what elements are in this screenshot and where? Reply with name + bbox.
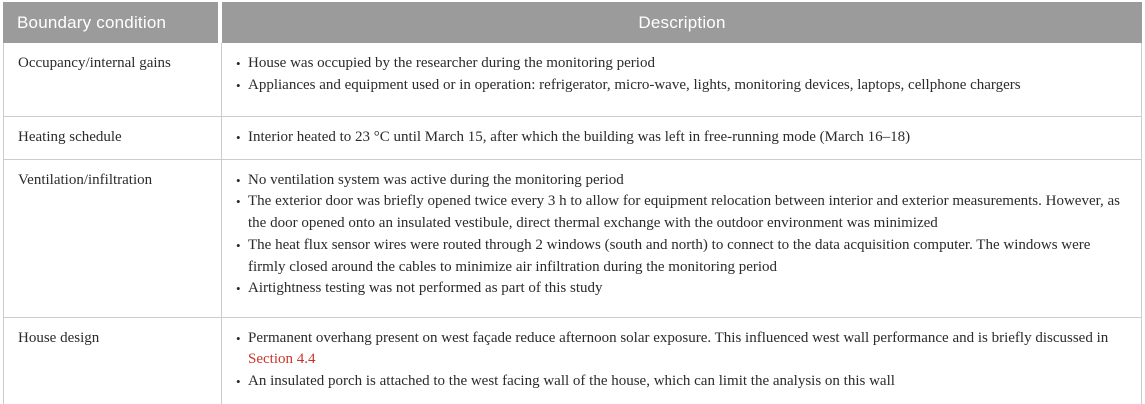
table-row <box>4 160 1141 318</box>
column-header-boundary-condition: Boundary condition <box>3 2 218 43</box>
column-header-description: Description <box>222 2 1142 43</box>
description-cell <box>222 160 1141 317</box>
description-cell <box>222 43 1141 116</box>
bullet-item: • Appliances and equipment used or in operation: refrigerator, micro-wave, lights, monitoring devices, laptops, cellphone chargers <box>235 75 1127 97</box>
bullet-item: • The heat flux sensor wires were routed through 2 windows (south and north) to connect to the data acquisition computer. The windows were firmly closed around the cables to minimize air infiltration during the monitoring period <box>235 235 1127 278</box>
section-4-4-link[interactable]: Section 4.4 <box>248 351 316 368</box>
table-row <box>4 43 1141 117</box>
bullet-item: • No ventilation system was active during the monitoring period <box>235 170 1127 192</box>
bullet-list <box>235 127 1127 149</box>
condition-cell: Heating schedule <box>4 117 222 159</box>
bullet-item: • An insulated porch is attached to the west facing wall of the house, which can limit the analysis on this wall <box>235 371 1127 393</box>
table-row <box>4 318 1141 404</box>
description-cell <box>222 117 1141 159</box>
bullet-item: • The exterior door was briefly opened twice every 3 h to allow for equipment relocation between interior and exterior measurements. However, as the door opened onto an insulated vestibule, direct thermal exchange with the outdoor environment was minimized <box>235 191 1127 234</box>
bullet-item: • Interior heated to 23 °C until March 15, after which the building was left in free-running mode (March 16–18) <box>235 127 1127 149</box>
description-cell <box>222 318 1141 404</box>
bullet-item <box>235 328 1127 371</box>
condition-cell: House design <box>4 318 222 404</box>
table-body <box>3 43 1142 404</box>
bullet-list <box>235 328 1127 393</box>
table-header-row <box>3 2 1142 43</box>
bullet-item: • House was occupied by the researcher during the monitoring period <box>235 53 1127 75</box>
table-row <box>4 117 1141 160</box>
condition-cell: Occupancy/internal gains <box>4 43 222 116</box>
bullet-item: • Airtightness testing was not performed as part of this study <box>235 278 1127 300</box>
bullet-text: Permanent overhang present on west façade reduce afternoon solar exposure. This influenced west wall performance and is briefly discussed in <box>248 329 1109 346</box>
condition-cell: Ventilation/infiltration <box>4 160 222 317</box>
bullet-list <box>235 53 1127 96</box>
bullet-list <box>235 170 1127 300</box>
